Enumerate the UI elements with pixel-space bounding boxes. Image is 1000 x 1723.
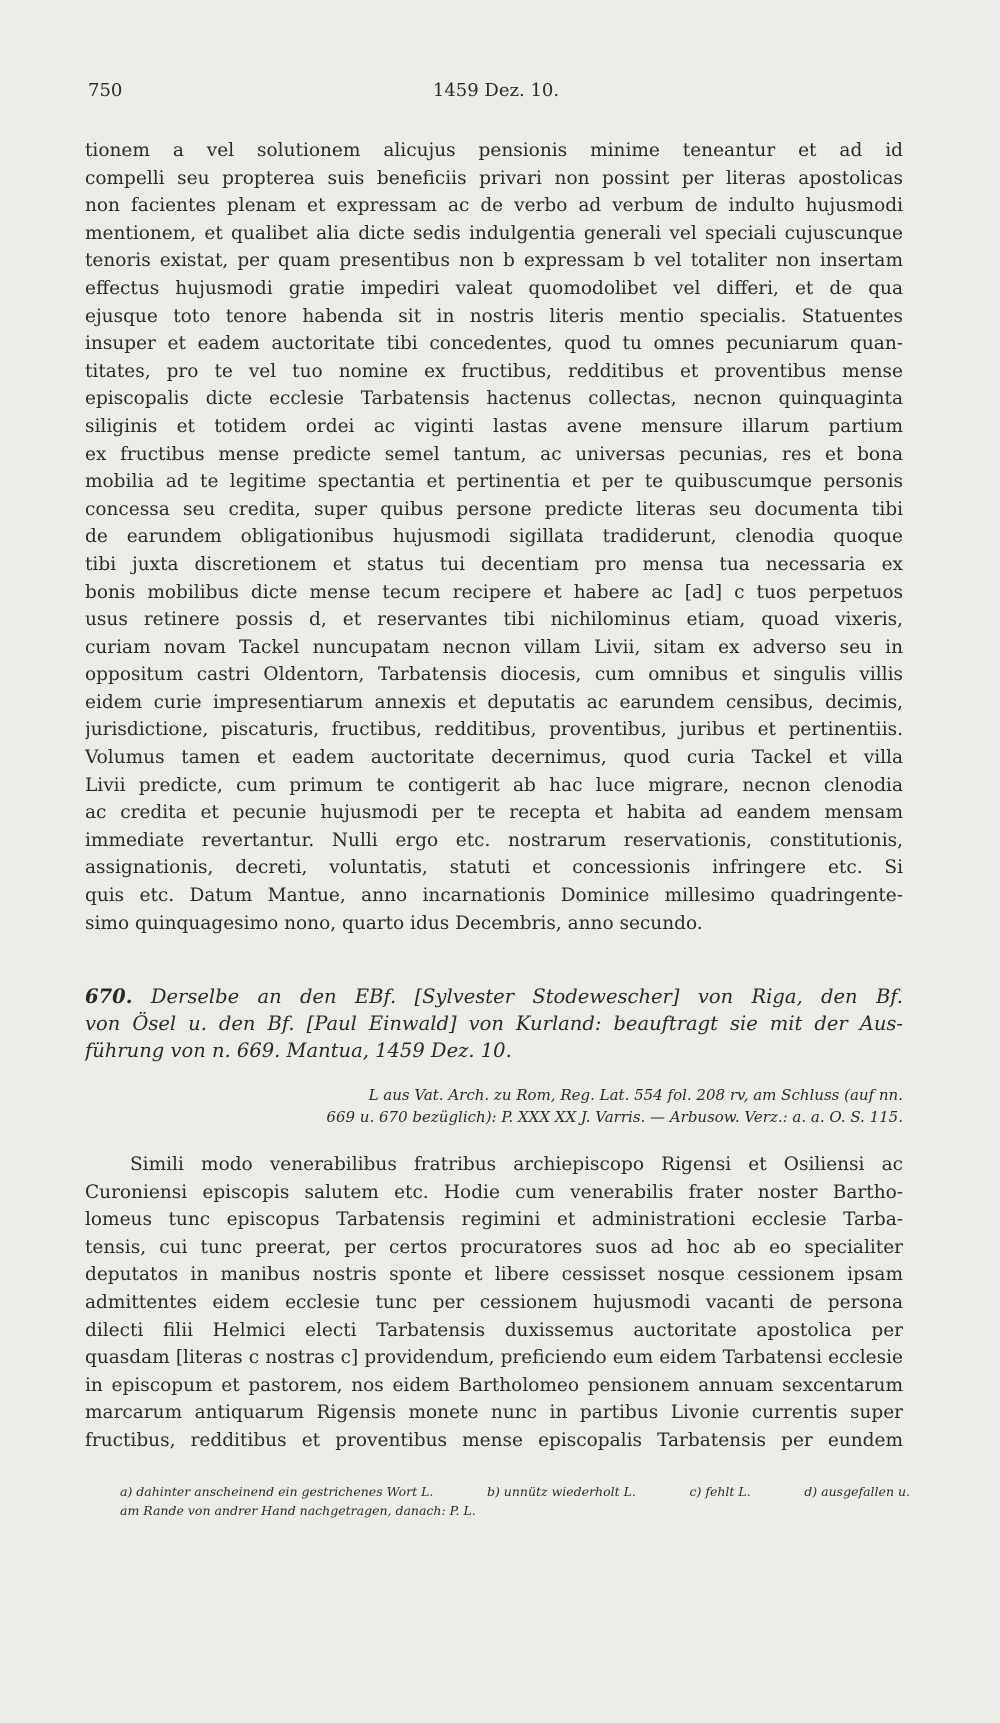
text-line: immediate revertantur. Nulli ergo etc. nostrarum reservationis, constitutionis, (85, 829, 903, 851)
text-line: tenoris existat, per quam presentibus non b expressam b vel totaliter non insertam (85, 250, 903, 272)
heading-line: von Ösel u. den Bf. [Paul Einwald] von Kurland: beauftragt sie mit der Aus- (85, 1012, 903, 1035)
text-line: admittentes eidem ecclesie tunc per cessionem hujusmodi vacanti de persona (85, 1291, 903, 1313)
text-line: usus retinere possis d, et reservantes tibi nichilominus etiam, quoad vixeris, (85, 609, 903, 631)
source-line: 669 u. 670 bezüglich): P. XXX XX J. Varris. — Arbusow. Verz.: a. a. O. S. 115. (326, 1108, 903, 1126)
text-line: assignationis, decreti, voluntatis, statuti et concessionis infringere etc. Si (85, 857, 903, 879)
text-line: Livii predicte, cum primum te contigerit ab hac luce migrare, necnon clenodia (85, 774, 903, 796)
text-line: non facientes plenam et expressam ac de verbo ad verbum de indulto hujusmodi (85, 195, 903, 217)
text-line: bonis mobilibus dicte mense tecum recipere et habere ac [ad] c tuos perpetuos (85, 581, 903, 603)
text-line: siliginis et totidem ordei ac viginti lastas avene mensure illarum partium (85, 415, 903, 437)
text-line: deputatos in manibus nostris sponte et libere cessisset nosque cessionem ipsam (85, 1264, 903, 1286)
text-line: quasdam [literas c nostras c] providendum, preficiendo eum eidem Tarbatensi ecclesie (85, 1347, 903, 1369)
text-line: lomeus tunc episcopus Tarbatensis regimini et administrationi ecclesie Tarba- (85, 1209, 903, 1231)
text-line: tibi juxta discretionem et status tui decentiam pro mensa tua necessaria ex (85, 553, 903, 575)
running-head: 1459 Dez. 10. (432, 80, 560, 101)
text-line: quis etc. Datum Mantue, anno incarnationis Dominice millesimo quadringente- (85, 885, 903, 907)
text-line: Volumus tamen et eadem auctoritate decernimus, quod curia Tackel et villa (85, 747, 903, 769)
text-line: curiam novam Tackel nuncupatam necnon villam Livii, sitam ex adverso seu in (85, 636, 903, 658)
text-line: oppositum castri Oldentorn, Tarbatensis diocesis, cum omnibus et singulis villis (85, 664, 903, 686)
text-line: mentionem, et qualibet alia dicte sedis indulgentia generali vel speciali cujuscunque (85, 222, 903, 244)
text-line: tensis, cui tunc preerat, per certos procuratores suos ad hoc ab eo specialiter (85, 1236, 903, 1258)
page-header (88, 80, 904, 104)
page-number: 750 (88, 80, 123, 101)
text-line: effectus hujusmodi gratie impediri valeat quomodolibet vel differi, et de qua (85, 277, 903, 299)
footnote-d-continued: am Rande von andrer Hand nachgetragen, danach: P. L. (120, 1503, 476, 1518)
footnote-c: c) fehlt L. (689, 1484, 751, 1499)
text-line: insuper et eadem auctoritate tibi concedentes, quod tu omnes pecuniarum quan- (85, 333, 903, 355)
document-heading (85, 983, 903, 1064)
text-line: fructibus, redditibus et proventibus mense episcopalis Tarbatensis per eundem (85, 1429, 903, 1451)
text-line: compelli seu propterea suis beneficiis privari non possint per literas apostolicas (85, 167, 903, 189)
text-line: jurisdictione, piscaturis, fructibus, redditibus, proventibus, juribus et pertinentiis. (85, 719, 903, 741)
footnote-d: d) ausgefallen u. (804, 1484, 910, 1499)
source-note (220, 1084, 903, 1128)
heading-line: führung von n. 669. Mantua, 1459 Dez. 10. (85, 1039, 512, 1062)
footnote-b: b) unnütz wiederholt L. (486, 1484, 636, 1499)
text-line: Simili modo venerabilibus fratribus archiepiscopo Rigensi et Osiliensi ac (130, 1154, 903, 1175)
text-line: tionem a vel solutionem alicujus pensionis minime teneantur et ad id (85, 140, 903, 161)
paragraph-document-670 (85, 1151, 903, 1455)
text-line: Curoniensi episcopis salutem etc. Hodie cum venerabilis frater noster Bartho- (85, 1181, 903, 1203)
document-number: 670. (85, 985, 133, 1008)
paragraph-main-text (85, 137, 903, 937)
source-line: L aus Vat. Arch. zu Rom, Reg. Lat. 554 fol. 208 rv, am Schluss (auf nn. (368, 1086, 903, 1104)
footnotes (120, 1482, 910, 1520)
text-line: ex fructibus mense predicte semel tantum, ac universas pecunias, res et bona (85, 443, 903, 465)
text-line: episcopalis dicte ecclesie Tarbatensis hactenus collectas, necnon quinquaginta (85, 388, 903, 410)
text-line: titates, pro te vel tuo nomine ex fructibus, redditibus et proventibus mense (85, 360, 903, 382)
text-line: ejusque toto tenore habenda sit in nostris literis mentio specialis. Statuentes (85, 305, 903, 327)
text-line: concessa seu credita, super quibus persone predicte literas seu documenta tibi (85, 498, 903, 520)
text-line: de earundem obligationibus hujusmodi sigillata tradiderunt, clenodia quoque (85, 526, 903, 548)
heading-line: Derselbe an den EBf. [Sylvester Stodewescher] von Riga, den Bf. (150, 985, 903, 1008)
text-line: mobilia ad te legitime spectantia et pertinentia et per te quibuscumque personis (85, 471, 903, 493)
text-line: ac credita et pecunie hujusmodi per te recepta et habita ad eandem mensam (85, 802, 903, 824)
text-line: marcarum antiquarum Rigensis monete nunc in partibus Livonie currentis super (85, 1402, 903, 1424)
text-line: dilecti filii Helmici electi Tarbatensis duxissemus auctoritate apostolica per (85, 1319, 903, 1341)
text-line: simo quinquagesimo nono, quarto idus Decembris, anno secundo. (85, 912, 703, 934)
text-line: eidem curie impresentiarum annexis et deputatis ac earundem censibus, decimis, (85, 691, 903, 713)
text-line: in episcopum et pastorem, nos eidem Bartholomeo pensionem annuam sexcentarum (85, 1374, 903, 1396)
footnote-a: a) dahinter anscheinend ein gestrichenes Wort L. (120, 1484, 434, 1499)
